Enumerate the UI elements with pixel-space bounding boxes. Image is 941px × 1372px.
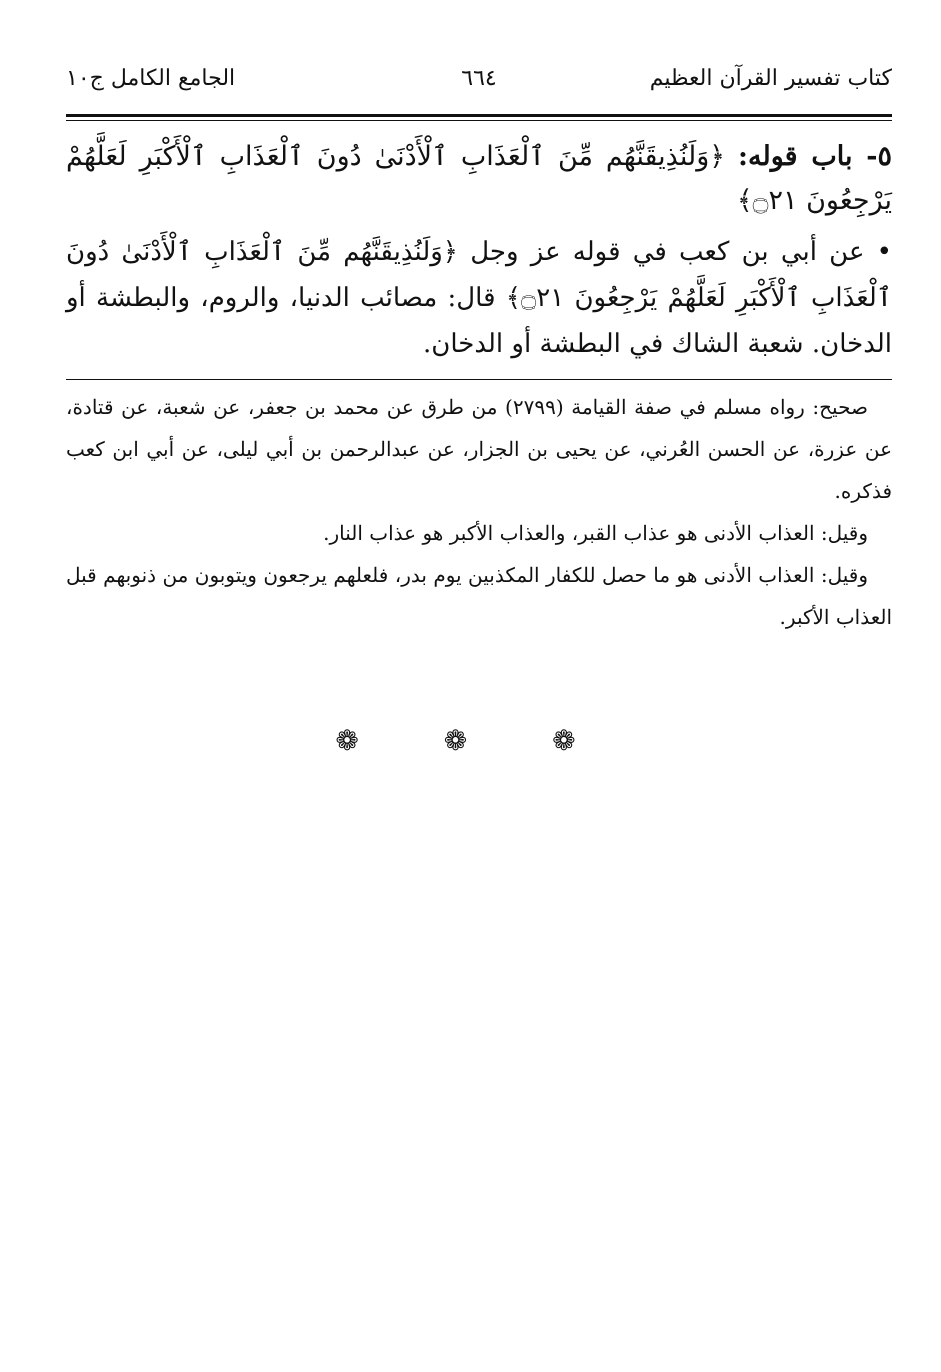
note-opinion-1: وقيل: العذاب الأدنى هو عذاب القبر، والعذاب الأكبر هو عذاب النار.	[323, 521, 868, 545]
header-rule-thick	[66, 114, 892, 117]
chapter-heading	[66, 135, 892, 223]
footnote-divider	[66, 379, 892, 380]
page-header	[66, 58, 892, 108]
header-rule-thin	[66, 120, 892, 121]
hadith-text: • عن أبي بن كعب في قوله عز وجل ﴿وَلَنُذِيقَنَّهُم مِّنَ ٱلْعَذَابِ ٱلْأَدْنَىٰ دُونَ ٱلْعَذَابِ ٱلْأَكْبَرِ لَعَلَّهُمْ يَرْجِعُونَ ۝٢١﴾ قال: مصائب الدنيا، والروم، والبطشة أو الدخان. شعبة الشاك في البطشة أو الدخان.	[66, 237, 892, 359]
section-end-ornaments	[0, 724, 941, 757]
flower-ornament-icon: ❁	[443, 724, 498, 757]
flower-ornament-icon: ❁	[552, 724, 606, 757]
chapter-label: ٥- باب قوله:	[738, 141, 892, 172]
note-grading: صحيح: رواه مسلم في صفة القيامة (٢٧٩٩) من طرق عن محمد بن جعفر، عن شعبة، عن قتادة، عن عزرة، عن الحسن العُرني، عن يحيى بن الجزار، عن عبدالرحمن بن أبي ليلى، عن أبي ابن كعب فذكره.	[66, 395, 892, 503]
flower-ornament-icon: ❁	[335, 724, 389, 757]
note-opinion-2: وقيل: العذاب الأدنى هو ما حصل للكفار المكذبين يوم بدر، فلعلهم يرجعون ويتوبون من ذنوبهم قبل العذاب الأكبر.	[66, 563, 892, 629]
volume-title: الجامع الكامل ج١٠	[66, 66, 236, 91]
book-title: كتاب تفسير القرآن العظيم	[649, 66, 892, 91]
page	[66, 58, 892, 638]
chapter-verse: ﴿وَلَنُذِيقَنَّهُم مِّنَ ٱلْعَذَابِ ٱلْأَدْنَىٰ دُونَ ٱلْعَذَابِ ٱلْأَكْبَرِ لَعَلَّهُمْ يَرْجِعُونَ ۝٢١﴾	[66, 141, 892, 216]
page-number: ٦٦٤	[461, 66, 497, 91]
